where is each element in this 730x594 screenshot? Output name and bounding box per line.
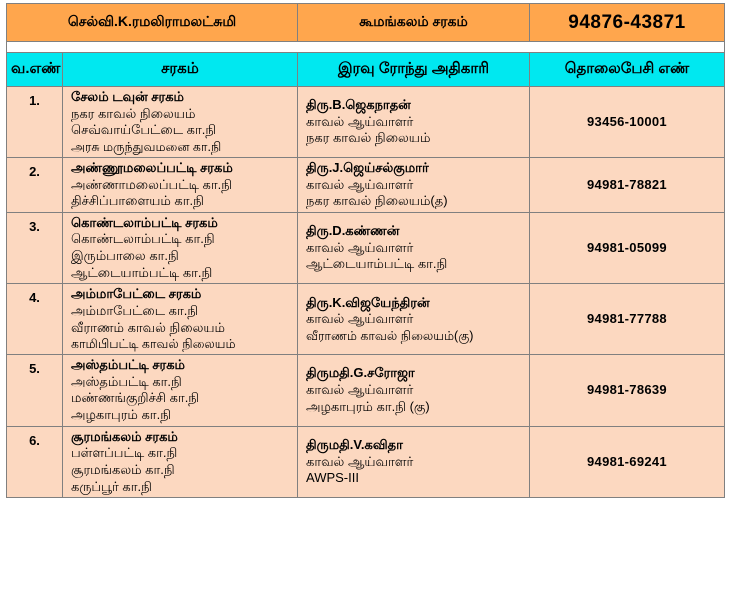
area-line: அண்ணாமலைப்பட்டி கா.நி [71, 176, 233, 192]
area-line: காமிபிபட்டி காவல் நிலையம் [71, 337, 236, 352]
area-line: நகர காவல் நிலையம் [71, 105, 196, 121]
officer-line: நகர காவல் நிலையம் [306, 130, 431, 146]
area-line: கருப்பூர் கா.நி [71, 478, 152, 494]
row-officer [298, 426, 530, 498]
officer-line: வீராணம் காவல் நிலையம்(கு) [306, 328, 474, 343]
row-area [63, 355, 298, 427]
column-header-officer: இரவு ரோந்து அதிகாரி [298, 53, 530, 87]
row-phone: 94981-78639 [530, 355, 725, 427]
table-row [7, 157, 725, 212]
area-line: கொண்டலாம்பட்டி சரகம் [71, 214, 218, 230]
officer-line: காவல் ஆய்வாளர் [306, 453, 414, 469]
area-line: அம்மாபேட்டை கா.நி [71, 302, 199, 318]
row-sno: 4. [7, 284, 63, 355]
officer-line: திரு.D.கண்ணன் [306, 223, 400, 239]
row-sno: 1. [7, 87, 63, 158]
table-row [7, 426, 725, 498]
header-office: கூமங்கலம் சரகம் [298, 4, 530, 42]
row-sno: 6. [7, 426, 63, 498]
row-officer [298, 355, 530, 427]
row-sno: 3. [7, 212, 63, 284]
row-officer [298, 87, 530, 158]
table-column-header-row [7, 53, 725, 87]
officer-line: திரு.B.ஜெகநாதன் [306, 97, 411, 112]
area-line: சூரமங்கலம் சரகம் [71, 428, 178, 444]
row-area [63, 87, 298, 158]
column-header-area: சரகம் [63, 53, 298, 87]
officer-line: காவல் ஆய்வாளர் [306, 176, 414, 192]
row-area [63, 284, 298, 355]
area-line: அஸ்தம்பட்டி சரகம் [71, 357, 186, 373]
row-officer [298, 284, 530, 355]
area-line: அஸ்தம்பட்டி கா.நி [71, 373, 182, 389]
table-row [7, 284, 725, 355]
row-phone: 94981-78821 [530, 157, 725, 212]
column-header-sno: வ.எண் [7, 53, 63, 87]
table-row [7, 355, 725, 427]
area-line: அண்ணூமலைப்பட்டி சரகம் [71, 159, 233, 175]
area-line: ஆட்டையாம்பட்டி கா.நி [71, 264, 213, 280]
row-sno: 5. [7, 355, 63, 427]
officer-line: காவல் ஆய்வாளர் [306, 113, 414, 129]
officer-line: காவல் ஆய்வாளர் [306, 239, 414, 255]
officer-line: அழகாபுரம் கா.நி (கு) [306, 398, 430, 414]
row-phone: 94981-05099 [530, 212, 725, 284]
table-row [7, 87, 725, 158]
header-phone: 94876-43871 [530, 4, 725, 42]
area-line: பள்ளப்பட்டி கா.நி [71, 445, 178, 461]
row-area [63, 157, 298, 212]
area-line: மண்ணங்குறிச்சி கா.நி [71, 390, 200, 406]
area-line: இரும்பாலை கா.நி [71, 248, 179, 263]
area-line: செவ்வாய்பேட்டை கா.நி [71, 122, 217, 138]
row-area [63, 426, 298, 498]
row-phone: 94981-69241 [530, 426, 725, 498]
area-line: அழகாபுரம் கா.நி [71, 407, 171, 422]
table-spacer-row [7, 42, 725, 53]
spacer-cell [7, 42, 725, 53]
officer-line: நகர காவல் நிலையம்(த) [306, 193, 448, 209]
row-sno: 2. [7, 157, 63, 212]
officer-line: காவல் ஆய்வாளர் [306, 382, 414, 398]
row-officer [298, 157, 530, 212]
header-officer-name: செல்வி.K.ரமலிராமலட்சுமி [7, 4, 298, 42]
officer-line: AWPS-III [306, 470, 359, 486]
row-officer [298, 212, 530, 284]
officer-line: திரு.K.விஜயேந்திரன் [306, 294, 430, 310]
table-title-row [7, 4, 725, 42]
officer-line: காவல் ஆய்வாளர் [306, 311, 414, 327]
area-line: கொண்டலாம்பட்டி கா.நி [71, 231, 215, 247]
row-phone: 94981-77788 [530, 284, 725, 355]
area-line: சேலம் டவுன் சரகம் [71, 89, 184, 104]
row-phone: 93456-10001 [530, 87, 725, 158]
officer-line: திரு.J.ஜெய்சல்குமார் [306, 159, 429, 175]
contact-directory-table [6, 3, 725, 498]
officer-line: திருமதி.G.சரோஜா [306, 365, 415, 381]
officer-line: ஆட்டையாம்பட்டி கா.நி [306, 256, 448, 272]
row-area [63, 212, 298, 284]
officer-line: திருமதி.V.கவிதா [306, 436, 403, 452]
area-line: வீராணம் காவல் நிலையம் [71, 319, 225, 335]
area-line: சூரமங்கலம் கா.நி [71, 461, 175, 477]
document-page [0, 3, 730, 594]
column-header-phone: தொலைபேசி எண் [530, 53, 725, 87]
area-line: அரசு மருந்துவமனை கா.நி [71, 139, 222, 154]
area-line: திச்சிப்பாளையம் கா.நி [71, 193, 204, 209]
table-row [7, 212, 725, 284]
area-line: அம்மாபேட்டை சரகம் [71, 286, 202, 302]
